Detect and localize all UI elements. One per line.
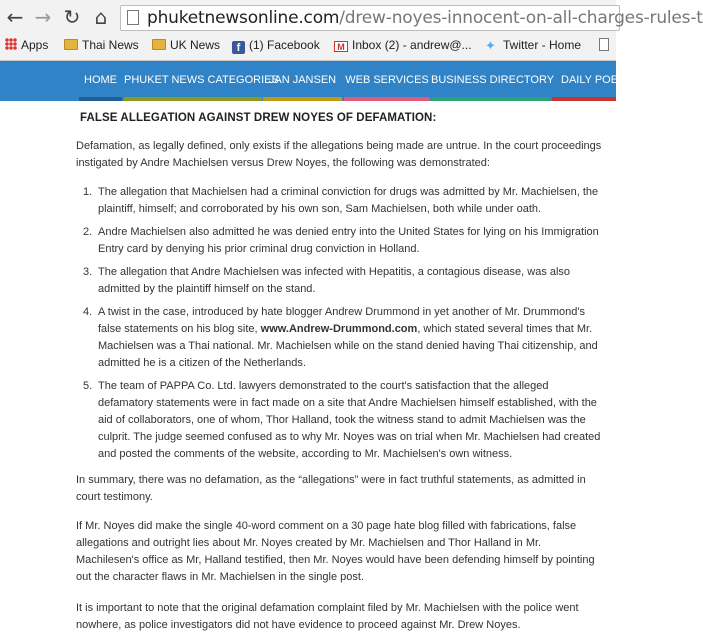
list-text: The allegation that Andre Machielsen was infected with Hepatitis, a contagious disease, was also admitted by the plaintiff himself on the stand. [98, 266, 571, 295]
article-paragraph-noyes: If Mr. Noyes did make the single 40-word comment on a 30 page hate blog filled with fabrications, false allegations and outright lies about Mr. Noyes created by Mr. Machielsen and Thor Halland in Mr. Machilesen's office as Mr, Halland testified, then Mr. Noyes would have been defending himself by pointing out the character flaws in Mr. Machielsen in the single post. [76, 520, 595, 583]
nav-label: PHUKET NEWS CATEGORIES [124, 74, 279, 86]
nav-label: DAILY POETR [561, 74, 633, 86]
gmail-icon: M [334, 41, 348, 52]
page-icon [599, 38, 609, 51]
nav-daily-poetry[interactable] [552, 61, 633, 101]
list-text: , which stated several times that Mr. Machielsen was a Thai national. Mr. Machielsen while on the stand denied having Thai citizenship, and admitted he is a citizen of the Netherlands. [98, 323, 598, 369]
page-icon [127, 10, 139, 25]
list-number: 2. [83, 226, 93, 238]
article-paragraph-police: It is important to note that the original defamation complaint filed by Mr. Machielsen with the police went nowhere, as police investigators did not have evidence to proceed against Mr. Drew Noyes. [76, 602, 579, 631]
bookmark-more[interactable] [599, 38, 609, 52]
browser-chrome [0, 0, 703, 61]
nav-underline [344, 97, 430, 101]
twitter-icon: ✦ [485, 38, 496, 53]
bookmark-label: Inbox (2) - andrew@... [352, 38, 472, 52]
list-text: A twist in the case, introduced by hate blogger Andrew Drummond in yet another of Mr. Drummond's false statements on his blog site, [98, 306, 585, 335]
list-item [76, 184, 606, 218]
facebook-icon: f [232, 41, 245, 54]
bookmark-label: Thai News [82, 38, 139, 52]
nav-label: HOME [84, 74, 117, 86]
bookmark-label: UK News [170, 38, 221, 52]
list-number: 3. [83, 266, 93, 278]
list-item [76, 378, 606, 463]
bookmark-apps[interactable] [5, 38, 48, 52]
bookmark-twitter[interactable] [485, 38, 581, 52]
folder-icon [64, 39, 78, 50]
folder-icon [152, 39, 166, 50]
nav-underline [79, 97, 122, 101]
bookmark-label: Twitter - Home [503, 38, 582, 52]
list-number: 5. [83, 380, 93, 392]
address-url[interactable] [147, 8, 703, 28]
nav-label: JAN JANSEN [268, 74, 337, 86]
apps-icon [5, 38, 17, 50]
home-icon[interactable]: ⌂ [94, 5, 108, 29]
nav-underline [552, 97, 616, 101]
bookmark-facebook[interactable] [232, 38, 320, 54]
forward-arrow-icon[interactable]: → [34, 5, 52, 29]
nav-jan-jansen[interactable] [263, 61, 342, 101]
list-item [76, 264, 606, 298]
bookmark-thai-news[interactable] [64, 38, 139, 52]
nav-web-services[interactable] [344, 61, 430, 101]
url-domain: phuketnewsonline.com [147, 8, 340, 28]
nav-home[interactable] [79, 61, 122, 101]
list-item [76, 304, 606, 372]
nav-phuket-news-categories[interactable] [124, 61, 279, 101]
nav-underline [263, 97, 342, 101]
bookmarks-bar [0, 35, 616, 57]
article-heading: FALSE ALLEGATION AGAINST DREW NOYES OF DEFAMATION: [80, 112, 437, 124]
site-nav [0, 61, 633, 101]
list-item [76, 224, 606, 258]
list-number: 4. [83, 306, 93, 318]
bookmark-inbox[interactable] [334, 38, 472, 52]
address-bar[interactable] [120, 5, 703, 31]
bookmark-uk-news[interactable] [152, 38, 220, 52]
list-number: 1. [83, 186, 93, 198]
article-summary: In summary, there was no defamation, as the “allegations” were in fact truthful statements, as admitted in court testimony. [76, 474, 586, 503]
list-text: Andre Machielsen also admitted he was denied entry into the United States for lying on his Immigration Entry card by denying his prior criminal drug conviction in Holland. [98, 226, 599, 255]
nav-business-directory[interactable] [431, 61, 555, 101]
article-intro: Defamation, as legally defined, only exists if the allegations being made are untrue. In the court proceedings instigated by Andre Machielsen versus Drew Noyes, the following was demonstrated: [76, 140, 602, 169]
list-text: The team of PAPPA Co. Ltd. lawyers demonstrated to the court's satisfaction that the alleged defamatory statements were in fact made on a site that Andre Machielsen himself established, with the aid of collaborators, one of whom, Thor Halland, took the witness stand to admit Machielsen was the culprit. The judge seemed confused as to why Mr. Noyes was on trial when Mr. Machielsen had created and posted the comments of the website, according to Mr. Machielsen's own witness. [98, 380, 601, 460]
list-text: The allegation that Machielsen had a criminal conviction for drugs was admitted by Mr. Machielsen, the plaintiff, himself; and corroborated by his own son, Sam Machielsen, both while under oath. [98, 186, 599, 215]
back-arrow-icon[interactable]: ← [6, 5, 24, 29]
bookmark-label: (1) Facebook [249, 38, 320, 52]
url-path: /drew-noyes-innocent-on-all-charges-rules-t [339, 8, 703, 28]
nav-label: WEB SERVICES [345, 74, 429, 86]
points-list [76, 184, 606, 469]
nav-label: BUSINESS DIRECTORY [431, 74, 555, 86]
reload-icon[interactable]: ↻ [63, 5, 81, 29]
bookmark-label: Apps [21, 38, 49, 52]
drummond-site-link[interactable]: www.Andrew-Drummond.com [260, 323, 418, 335]
nav-underline [431, 97, 550, 101]
nav-underline [124, 97, 262, 101]
